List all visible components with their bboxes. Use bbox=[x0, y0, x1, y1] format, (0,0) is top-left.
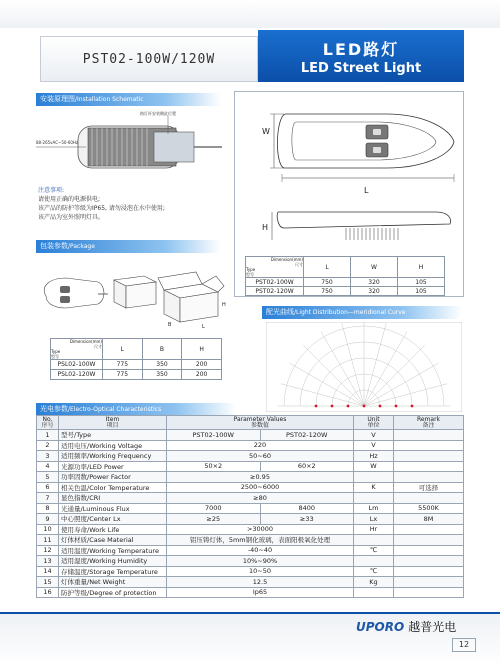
cell: 使用寿命/Work Life bbox=[59, 524, 167, 535]
head-text: 序号 bbox=[41, 421, 54, 429]
cell bbox=[394, 566, 464, 577]
table-row bbox=[37, 545, 464, 556]
cell: 2 bbox=[37, 440, 59, 451]
cell: 光通量/Luminous Flux bbox=[59, 503, 167, 514]
cell: 相关色温/Color Temperature bbox=[59, 482, 167, 493]
cell: ≥25 bbox=[167, 514, 261, 525]
dimension-drawing bbox=[236, 94, 462, 254]
head-text: 单位 bbox=[367, 421, 380, 429]
cell: -40~40 bbox=[167, 545, 354, 556]
package-table bbox=[50, 338, 222, 380]
cell: 750 bbox=[304, 278, 351, 287]
note-line: 该产品的防护等级为IP65, 请勿浸泡在水中使用; bbox=[38, 205, 165, 212]
dim-header-w: W bbox=[351, 257, 398, 278]
note-line: 该产品为室外照明灯具。 bbox=[38, 214, 105, 221]
notes-block bbox=[38, 186, 165, 222]
table-row bbox=[37, 566, 464, 577]
cell: 60×2 bbox=[260, 461, 354, 472]
pkg-label-h: H bbox=[222, 302, 226, 308]
cell bbox=[354, 556, 394, 567]
cell: 可选择 bbox=[394, 482, 464, 493]
cell: 7 bbox=[37, 493, 59, 504]
polar-marker bbox=[395, 405, 398, 408]
table-row bbox=[37, 430, 464, 441]
section-light-en: /Light Distribution—meridional Curve bbox=[294, 309, 406, 316]
brand-name-en: UPORO bbox=[356, 619, 405, 634]
model-header bbox=[40, 36, 258, 82]
cell: 适用湿度/Working Humidity bbox=[59, 556, 167, 567]
cell: 50~60 bbox=[167, 451, 354, 462]
cell bbox=[394, 545, 464, 556]
cell: 12.5 bbox=[167, 577, 354, 588]
table-row bbox=[246, 287, 445, 296]
cell: 1 bbox=[37, 430, 59, 441]
cell: Kg bbox=[354, 577, 394, 588]
cell: ≥33 bbox=[260, 514, 354, 525]
cell: ℃ bbox=[354, 566, 394, 577]
dim-label-h: H bbox=[262, 223, 269, 232]
cell: 适用温度/Working Temperature bbox=[59, 545, 167, 556]
polar-marker bbox=[411, 405, 414, 408]
cell: K bbox=[354, 482, 394, 493]
cell: 350 bbox=[142, 360, 182, 370]
cell: 防护等级/Degree of protection bbox=[59, 587, 167, 598]
cell: 105 bbox=[398, 287, 445, 296]
pkg-header-b: B bbox=[142, 339, 182, 360]
cell: Hz bbox=[354, 451, 394, 462]
cell: 8400 bbox=[260, 503, 354, 514]
section-light-distribution bbox=[262, 306, 462, 319]
cell: PSL02-100W bbox=[51, 360, 103, 370]
table-row bbox=[37, 472, 464, 483]
table-row bbox=[37, 514, 464, 525]
cell: 105 bbox=[398, 278, 445, 287]
section-installation bbox=[36, 93, 221, 106]
cell: 光源功率/LED Power bbox=[59, 461, 167, 472]
cell: 灯体材质/Case Material bbox=[59, 535, 167, 546]
table-row bbox=[51, 370, 222, 380]
section-installation-cn: 安装原理图 bbox=[40, 95, 75, 103]
table-row bbox=[37, 535, 464, 546]
spec-header-row bbox=[37, 416, 464, 430]
cell: 775 bbox=[103, 360, 143, 370]
cell bbox=[394, 472, 464, 483]
cell: 14 bbox=[37, 566, 59, 577]
head-text: 参数值 bbox=[250, 421, 269, 429]
head-text: No. bbox=[42, 415, 53, 423]
cell: 13 bbox=[37, 556, 59, 567]
cell: 适用频率/Working Frequency bbox=[59, 451, 167, 462]
cell bbox=[354, 472, 394, 483]
cell: 220 bbox=[167, 440, 354, 451]
cell bbox=[354, 587, 394, 598]
cell bbox=[394, 535, 464, 546]
dim-header-l: L bbox=[304, 257, 351, 278]
page-number: 12 bbox=[452, 638, 476, 652]
cell bbox=[394, 451, 464, 462]
pkg-header-h: H bbox=[182, 339, 222, 360]
notes-title: 注意事项: bbox=[38, 187, 65, 194]
cell bbox=[394, 587, 464, 598]
diag-bottom: Type bbox=[51, 349, 61, 354]
head-text: 备注 bbox=[422, 421, 435, 429]
cell bbox=[394, 493, 464, 504]
cell: 15 bbox=[37, 577, 59, 588]
section-optical-en: /Electro-Optical Characteristics bbox=[68, 406, 162, 413]
polar-marker bbox=[347, 405, 350, 408]
cell: Lm bbox=[354, 503, 394, 514]
cell: 750 bbox=[304, 287, 351, 296]
install-callout: 路灯杆安装侧此位置 bbox=[140, 111, 176, 116]
cell: V bbox=[354, 430, 394, 441]
cell: 50×2 bbox=[167, 461, 261, 472]
spec-head-unit bbox=[354, 416, 394, 430]
cell: 320 bbox=[351, 287, 398, 296]
package-drawing bbox=[36, 256, 226, 336]
brand-name-cn: 越普光电 bbox=[408, 620, 457, 634]
cell: 200 bbox=[182, 370, 222, 380]
table-row bbox=[246, 278, 445, 287]
cell bbox=[354, 535, 394, 546]
cell: >30000 bbox=[167, 524, 354, 535]
diag-bottom2: 型号 bbox=[246, 272, 254, 277]
cell bbox=[394, 524, 464, 535]
cell: ≥80 bbox=[167, 493, 354, 504]
cell: 适用电压/Working Voltage bbox=[59, 440, 167, 451]
cell: 铝压铸灯体，5mm钢化玻璃，表面阳极氧化处理 bbox=[167, 535, 354, 546]
table-row bbox=[51, 360, 222, 370]
install-voltage: 88-265vAC~50-60Hz bbox=[36, 140, 79, 145]
section-package-cn: 包装参数 bbox=[40, 242, 68, 250]
pkg-label-l: L bbox=[202, 324, 205, 330]
cell: 200 bbox=[182, 360, 222, 370]
cell: 12 bbox=[37, 545, 59, 556]
dim-table-diag-header bbox=[246, 257, 304, 278]
cell: 775 bbox=[103, 370, 143, 380]
table-row bbox=[37, 587, 464, 598]
diag-top2: 尺寸 bbox=[295, 262, 303, 267]
cell: 11 bbox=[37, 535, 59, 546]
head-text: Unit bbox=[367, 415, 380, 423]
diag-top2: 尺寸 bbox=[94, 344, 102, 349]
cell: 4 bbox=[37, 461, 59, 472]
head-text: 项目 bbox=[106, 421, 119, 429]
table-row bbox=[37, 524, 464, 535]
product-title-cn: LED路灯 bbox=[322, 40, 400, 59]
cell: 显色指数/CRI bbox=[59, 493, 167, 504]
polar-marker bbox=[363, 405, 366, 408]
pkg-table-diag-header bbox=[51, 339, 103, 360]
polar-marker bbox=[379, 405, 382, 408]
cell: PST02-100W bbox=[167, 430, 261, 441]
cell: Ip65 bbox=[167, 587, 354, 598]
dimension-table bbox=[245, 256, 445, 296]
table-row bbox=[37, 482, 464, 493]
cell: 320 bbox=[351, 278, 398, 287]
cell: 8M bbox=[394, 514, 464, 525]
cell bbox=[394, 440, 464, 451]
cell: Lx bbox=[354, 514, 394, 525]
spec-head-remark bbox=[394, 416, 464, 430]
top-band bbox=[0, 0, 500, 28]
cell: PST02-120W bbox=[246, 287, 304, 296]
cell: V bbox=[354, 440, 394, 451]
polar-marker bbox=[315, 405, 318, 408]
head-text: Item bbox=[105, 415, 120, 423]
cell: 7000 bbox=[167, 503, 261, 514]
cell: 中心照度/Center Lx bbox=[59, 514, 167, 525]
pkg-header-l: L bbox=[103, 339, 143, 360]
model-title: PST02-100W/120W bbox=[82, 51, 216, 67]
pkg-label-b: B bbox=[168, 322, 172, 328]
table-row bbox=[37, 461, 464, 472]
cell: 灯体重量/Net Weight bbox=[59, 577, 167, 588]
cell: W bbox=[354, 461, 394, 472]
cell: PST02-120W bbox=[260, 430, 354, 441]
section-light-cn: 配光曲线 bbox=[266, 308, 294, 316]
cell: 3 bbox=[37, 451, 59, 462]
cell: Hr bbox=[354, 524, 394, 535]
cell: 8 bbox=[37, 503, 59, 514]
cell: PST02-100W bbox=[246, 278, 304, 287]
polar-curve bbox=[266, 322, 462, 412]
cell: 2500~6000 bbox=[167, 482, 354, 493]
cell bbox=[394, 430, 464, 441]
table-row bbox=[37, 451, 464, 462]
cell: 10 bbox=[37, 524, 59, 535]
cell: 10%~90% bbox=[167, 556, 354, 567]
spec-head-no bbox=[37, 416, 59, 430]
cell: 10~50 bbox=[167, 566, 354, 577]
cell: 6 bbox=[37, 482, 59, 493]
cell: PSL02-120W bbox=[51, 370, 103, 380]
cell: 16 bbox=[37, 587, 59, 598]
cell bbox=[354, 493, 394, 504]
spec-table bbox=[36, 415, 464, 598]
cell bbox=[394, 461, 464, 472]
section-package-en: /Package bbox=[68, 243, 95, 250]
cell: 5 bbox=[37, 472, 59, 483]
diag-bottom2: 型号 bbox=[51, 354, 59, 359]
head-text: Parameter Values bbox=[233, 415, 287, 423]
cell: 350 bbox=[142, 370, 182, 380]
table-row bbox=[37, 577, 464, 588]
cell: 功率因数/Power Factor bbox=[59, 472, 167, 483]
diag-bottom: Type bbox=[246, 267, 256, 272]
cell: ≥0.95 bbox=[167, 472, 354, 483]
diag-top: Dimension(mm) bbox=[69, 339, 102, 344]
section-installation-en: /Installation Schematic bbox=[75, 96, 144, 103]
spec-head-param bbox=[167, 416, 354, 430]
spec-head-item bbox=[59, 416, 167, 430]
note-line: 请使用正确的电源供电; bbox=[38, 196, 101, 203]
cell bbox=[394, 556, 464, 567]
table-row bbox=[37, 503, 464, 514]
cell: 型号/Type bbox=[59, 430, 167, 441]
head-text: Remark bbox=[416, 415, 441, 423]
table-row bbox=[37, 440, 464, 451]
cell: ℃ bbox=[354, 545, 394, 556]
dim-label-w: W bbox=[262, 127, 270, 136]
cell bbox=[394, 577, 464, 588]
section-package bbox=[36, 240, 221, 253]
cell: 存储温度/Storage Temperature bbox=[59, 566, 167, 577]
dim-label-l: L bbox=[364, 186, 369, 195]
installation-schematic bbox=[36, 106, 226, 184]
brand-logo bbox=[356, 618, 456, 635]
cell: 9 bbox=[37, 514, 59, 525]
diag-top: Dimension(mm) bbox=[270, 257, 303, 262]
polar-marker bbox=[331, 405, 334, 408]
cell: 5500K bbox=[394, 503, 464, 514]
table-row bbox=[37, 556, 464, 567]
dim-header-h: H bbox=[398, 257, 445, 278]
section-optical-cn: 光电参数 bbox=[40, 405, 68, 413]
table-row bbox=[37, 493, 464, 504]
product-title-block bbox=[258, 30, 464, 82]
product-title-en: LED Street Light bbox=[300, 61, 422, 76]
